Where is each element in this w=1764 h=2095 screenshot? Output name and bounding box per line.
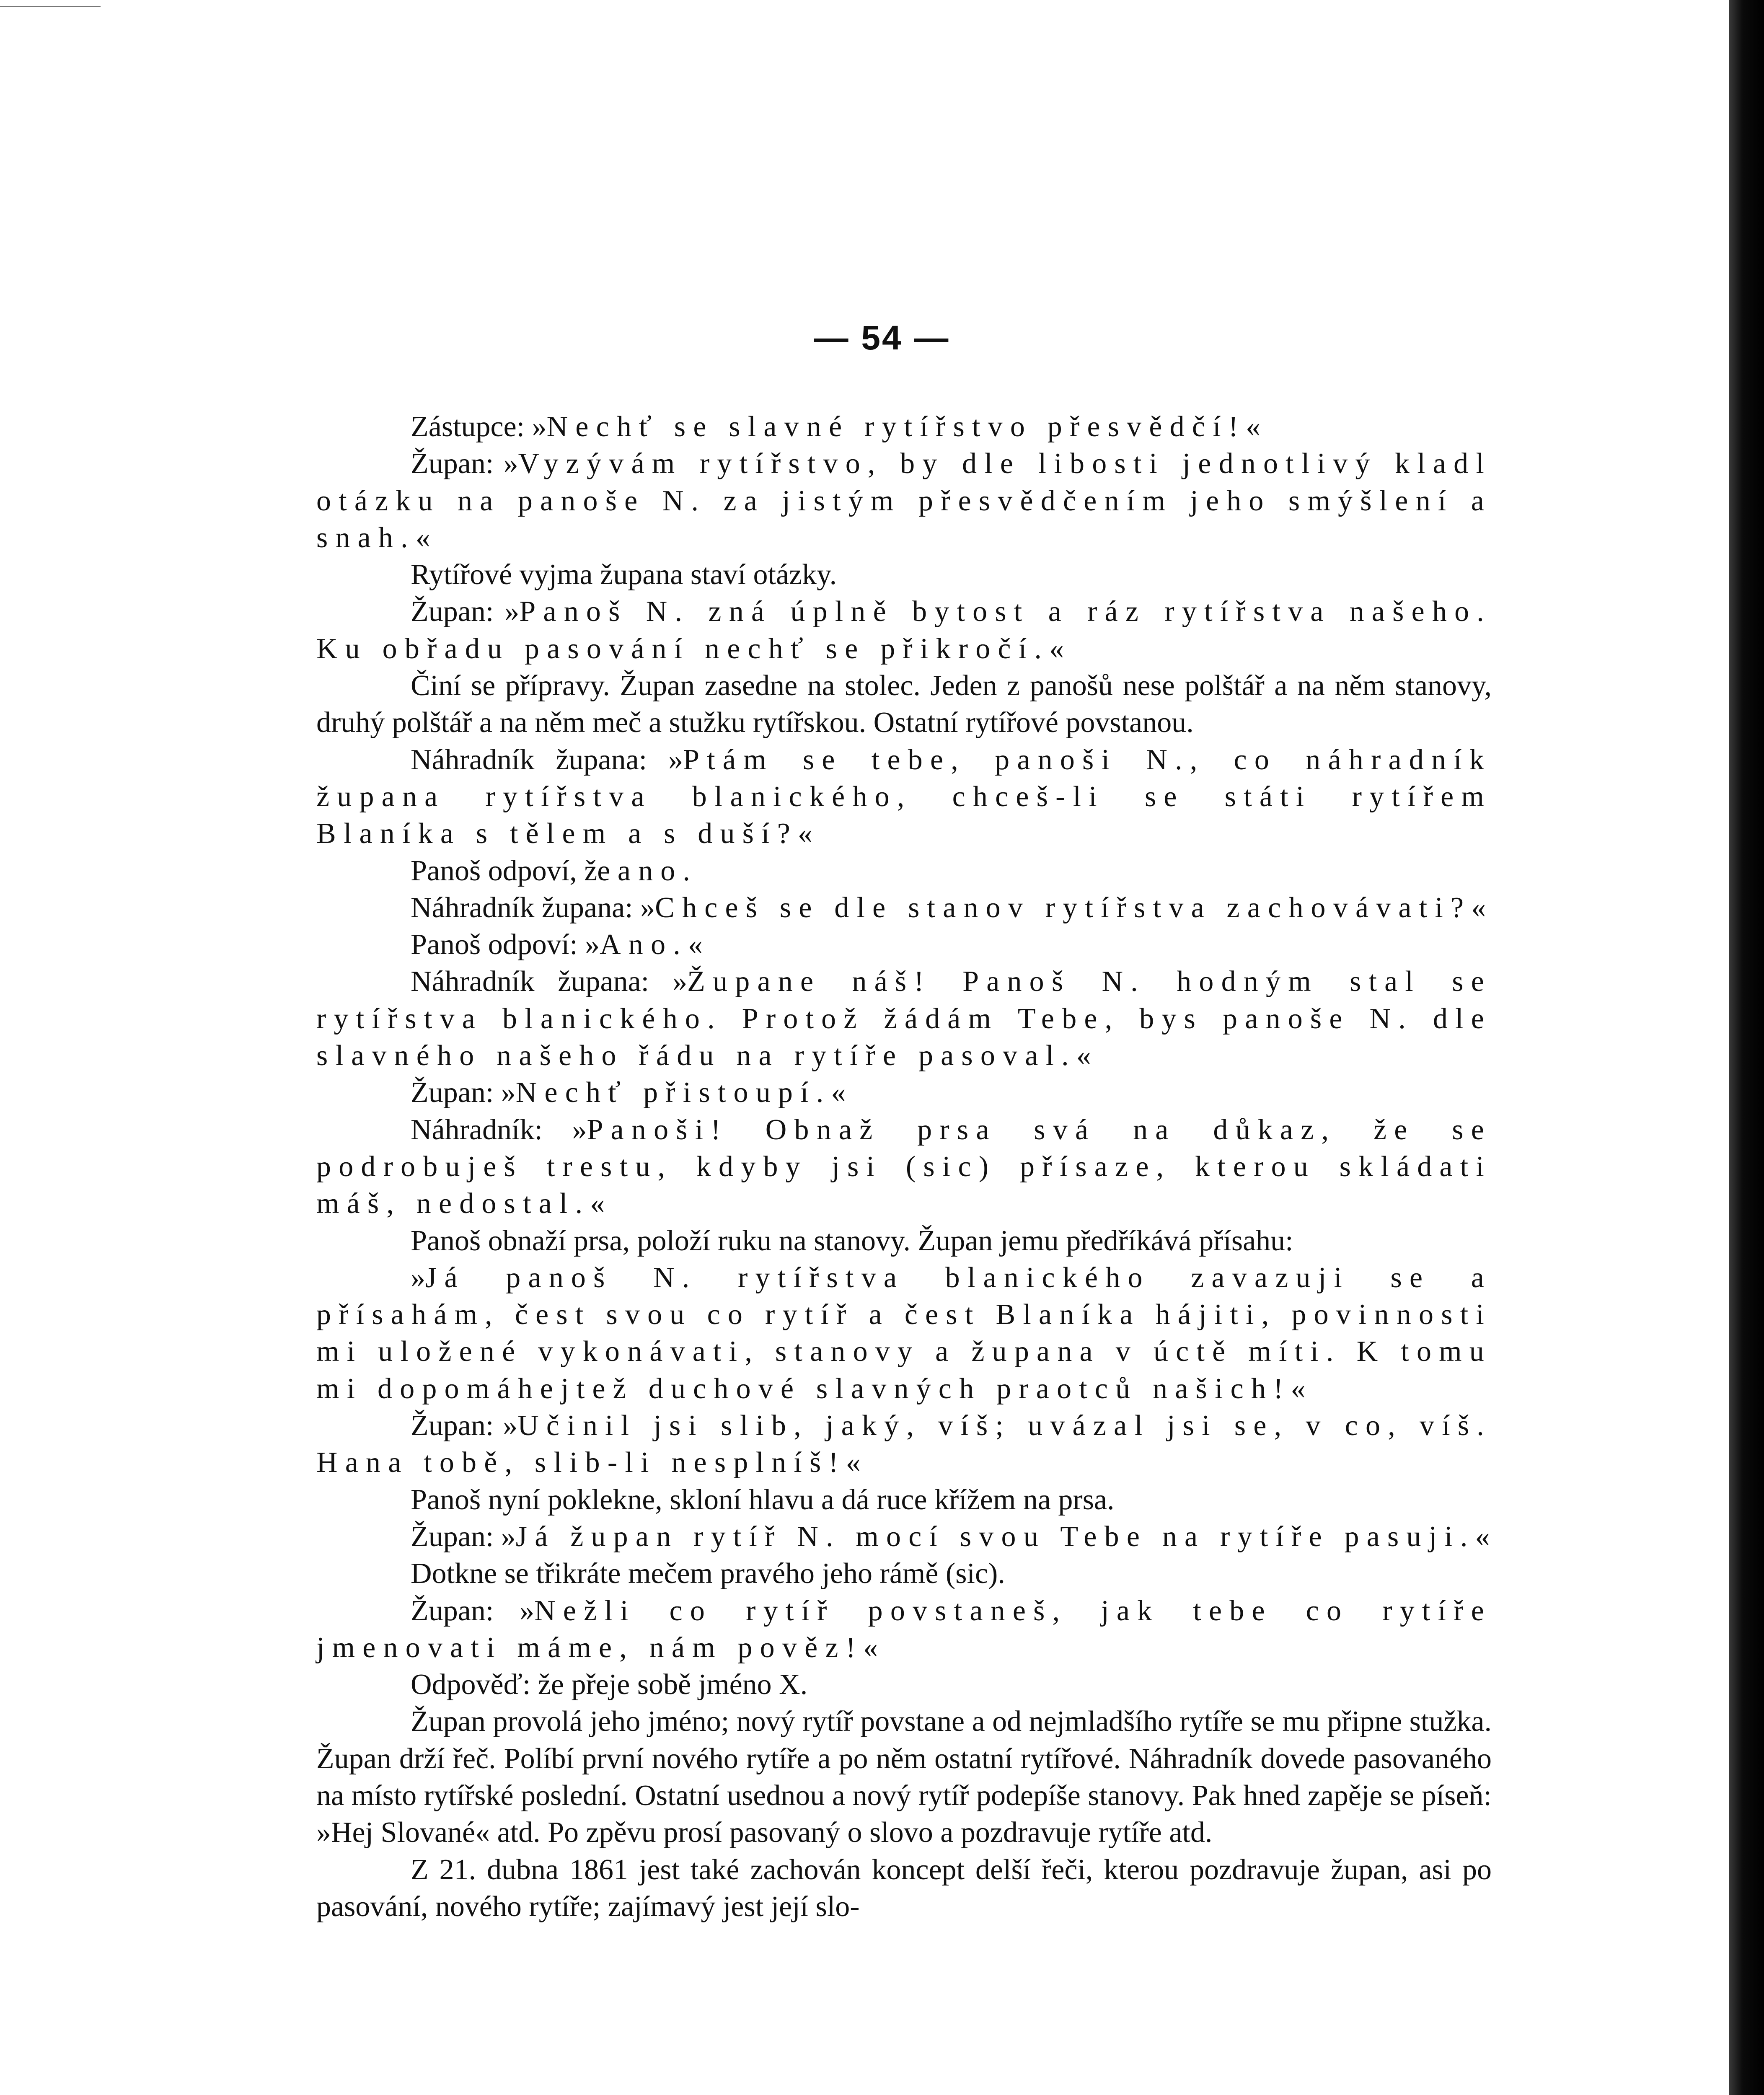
- paragraph-suffix: «: [1246, 411, 1261, 443]
- paragraph: [316, 1260, 1492, 1407]
- paragraph: [316, 1407, 1492, 1482]
- paragraph-suffix: «: [1076, 1040, 1091, 1072]
- paragraph: [316, 1555, 1492, 1592]
- paragraph: [316, 556, 1492, 593]
- paragraph: [316, 853, 1492, 890]
- paragraph-spaced: Panoš N. zná úplně bytost a ráz rytířstva našeho. Ku obřadu pasování nechť se přikročí.: [316, 595, 1492, 665]
- paragraph-prefix: Župan: »: [411, 1076, 516, 1109]
- paragraph-suffix: Panoš obnaží prsa, položí ruku na stanovy. Župan jemu předříkává přísahu:: [411, 1224, 1293, 1257]
- paragraph-spaced: Ano.: [600, 929, 688, 961]
- paragraph: [316, 1593, 1492, 1667]
- paragraph-prefix: Panoš odpoví: »: [411, 929, 600, 961]
- paragraph-spaced: Nechť se slavné rytířstvo přesvědčí!: [546, 411, 1246, 443]
- paragraph: [316, 1482, 1492, 1518]
- paragraph-suffix: «: [798, 817, 813, 850]
- paragraph-suffix: .: [683, 854, 690, 887]
- paragraph-prefix: Župan: »: [411, 1410, 518, 1442]
- paragraph-spaced: Já panoš N. rytířstva blanického zavazuji se a přísahám, čest svou co rytíř a čest Blaníka hájiti, povinnosti mi uložené vykonávati, stanovy a župana v úctě míti. K tomu mi dopomáhejtež duchové slavných praotců našich!: [316, 1261, 1492, 1405]
- paragraph: [316, 1666, 1492, 1703]
- paragraph-suffix: Z 21. dubna 1861 jest také zachován koncept delší řeči, kterou pozdravuje župan, asi po pasování, nového rytíře; zajímavý jest její slo-: [316, 1853, 1492, 1923]
- paragraph: [316, 593, 1492, 667]
- paragraph: [316, 1223, 1492, 1260]
- paragraph-prefix: »: [411, 1261, 425, 1294]
- paragraph-suffix: «: [1291, 1372, 1306, 1405]
- paragraph-suffix: Panoš nyní poklekne, skloní hlavu a dá ruce křížem na prsa.: [411, 1483, 1115, 1516]
- paragraph-prefix: Župan: »: [411, 447, 518, 480]
- paragraph-prefix: Panoš odpoví, že: [411, 854, 618, 887]
- paragraph-suffix: «: [1049, 632, 1064, 665]
- paragraph-suffix: Rytířové vyjma župana staví otázky.: [411, 559, 837, 591]
- paragraph: [316, 445, 1492, 556]
- paragraph: [316, 926, 1492, 963]
- paragraph-spaced: Župane náš! Panoš N. hodným stal se rytířstva blanického. Protož žádám Tebe, bys panoše N. dle slavného našeho řádu na rytíře pasoval.: [316, 965, 1492, 1072]
- paragraph: [316, 409, 1492, 445]
- paragraph-suffix: «: [863, 1631, 878, 1664]
- page-number: — 54 —: [814, 319, 950, 357]
- paragraph: [316, 1703, 1492, 1851]
- paragraph-prefix: Župan: »: [411, 1520, 516, 1553]
- paragraph: [316, 1852, 1492, 1926]
- paragraph: [316, 963, 1492, 1074]
- paragraph-prefix: Náhradník: »: [411, 1113, 587, 1146]
- paragraph: [316, 667, 1492, 742]
- paragraph: [316, 742, 1492, 853]
- paragraph-spaced: Já župan rytíř N. mocí svou Tebe na rytíře pasuji.: [515, 1520, 1475, 1553]
- paragraph-suffix: «: [1475, 1520, 1490, 1553]
- paragraph-spaced: Nežli co rytíř povstaneš, jak tebe co rytíře jmenovati máme, nám pověz!: [316, 1594, 1492, 1664]
- paragraph-prefix: Zástupce: »: [411, 411, 547, 443]
- paragraph: [316, 1518, 1492, 1555]
- page-edge-shadow: [1729, 0, 1764, 2095]
- paragraph: [316, 1074, 1492, 1111]
- paragraph-prefix: Náhradník župana: »: [411, 743, 683, 776]
- paragraph-suffix: «: [846, 1446, 861, 1479]
- paragraph-suffix: «: [415, 521, 430, 554]
- paragraph-spaced: Nechť přistoupí.: [515, 1076, 831, 1109]
- paragraph-suffix: Dotkne se třikráte mečem pravého jeho rámě (sic).: [411, 1557, 1005, 1590]
- body-text: [316, 409, 1492, 1925]
- paragraph-suffix: Župan provolá jeho jméno; nový rytíř povstane a od nejmladšího rytíře se mu připne stužka. Župan drží řeč. Políbí první nového rytíře a po něm ostatní rytířové. Náhradník dovede pasovaného na místo rytířské poslední. Ostatní usednou a nový rytíř podepíše stanovy. Pak hned zapěje se píseň: »Hej Slované« atd. Po zpěvu prosí pasovaný o slovo a pozdravuje rytíře atd.: [316, 1705, 1492, 1849]
- paragraph-prefix: Župan: »: [411, 595, 520, 628]
- paragraph-suffix: «: [831, 1076, 846, 1109]
- paragraph-spaced: Vyzývám rytířstvo, by dle libosti jednotlivý kladl otázku na panoše N. za jistým přesvědčením jeho smýšlení a snah.: [316, 447, 1492, 554]
- paragraph-suffix: Odpověď: že přeje sobě jméno X.: [411, 1668, 808, 1701]
- paragraph-spaced: Chceš se dle stanov rytířstva zachovávati?: [655, 891, 1472, 924]
- paragraph-suffix: «: [688, 929, 703, 961]
- paragraph: [316, 890, 1492, 926]
- paragraph-suffix: «: [1471, 891, 1486, 924]
- paragraph-prefix: Náhradník župana: »: [411, 965, 688, 998]
- paragraph-prefix: Župan: »: [411, 1594, 535, 1627]
- paragraph-suffix: «: [590, 1187, 605, 1220]
- paragraph-spaced: Panoši! Obnaž prsa svá na důkaz, že se podrobuješ trestu, kdyby jsi (sic) přísaze, kterou skládati máš, nedostal.: [316, 1113, 1492, 1220]
- scan-corner-mark: [0, 6, 101, 10]
- paragraph-suffix: Činí se přípravy. Župan zasedne na stolec. Jeden z panošů nese polštář a na něm stanovy, druhý polštář a na něm meč a stužku rytířskou. Ostatní rytířové povstanou.: [316, 670, 1492, 739]
- paragraph-spaced: Ptám se tebe, panoši N., co náhradník župana rytířstva blanického, chceš-li se státi rytířem Blaníka s tělem a s duší?: [316, 743, 1492, 850]
- paragraph-spaced: Učinil jsi slib, jaký, víš; uvázal jsi se, v co, víš. Hana tobě, slib-li nesplníš!: [316, 1410, 1492, 1479]
- paragraph-spaced: ano: [617, 854, 683, 887]
- paragraph-prefix: Náhradník župana: »: [411, 891, 655, 924]
- paragraph: [316, 1112, 1492, 1223]
